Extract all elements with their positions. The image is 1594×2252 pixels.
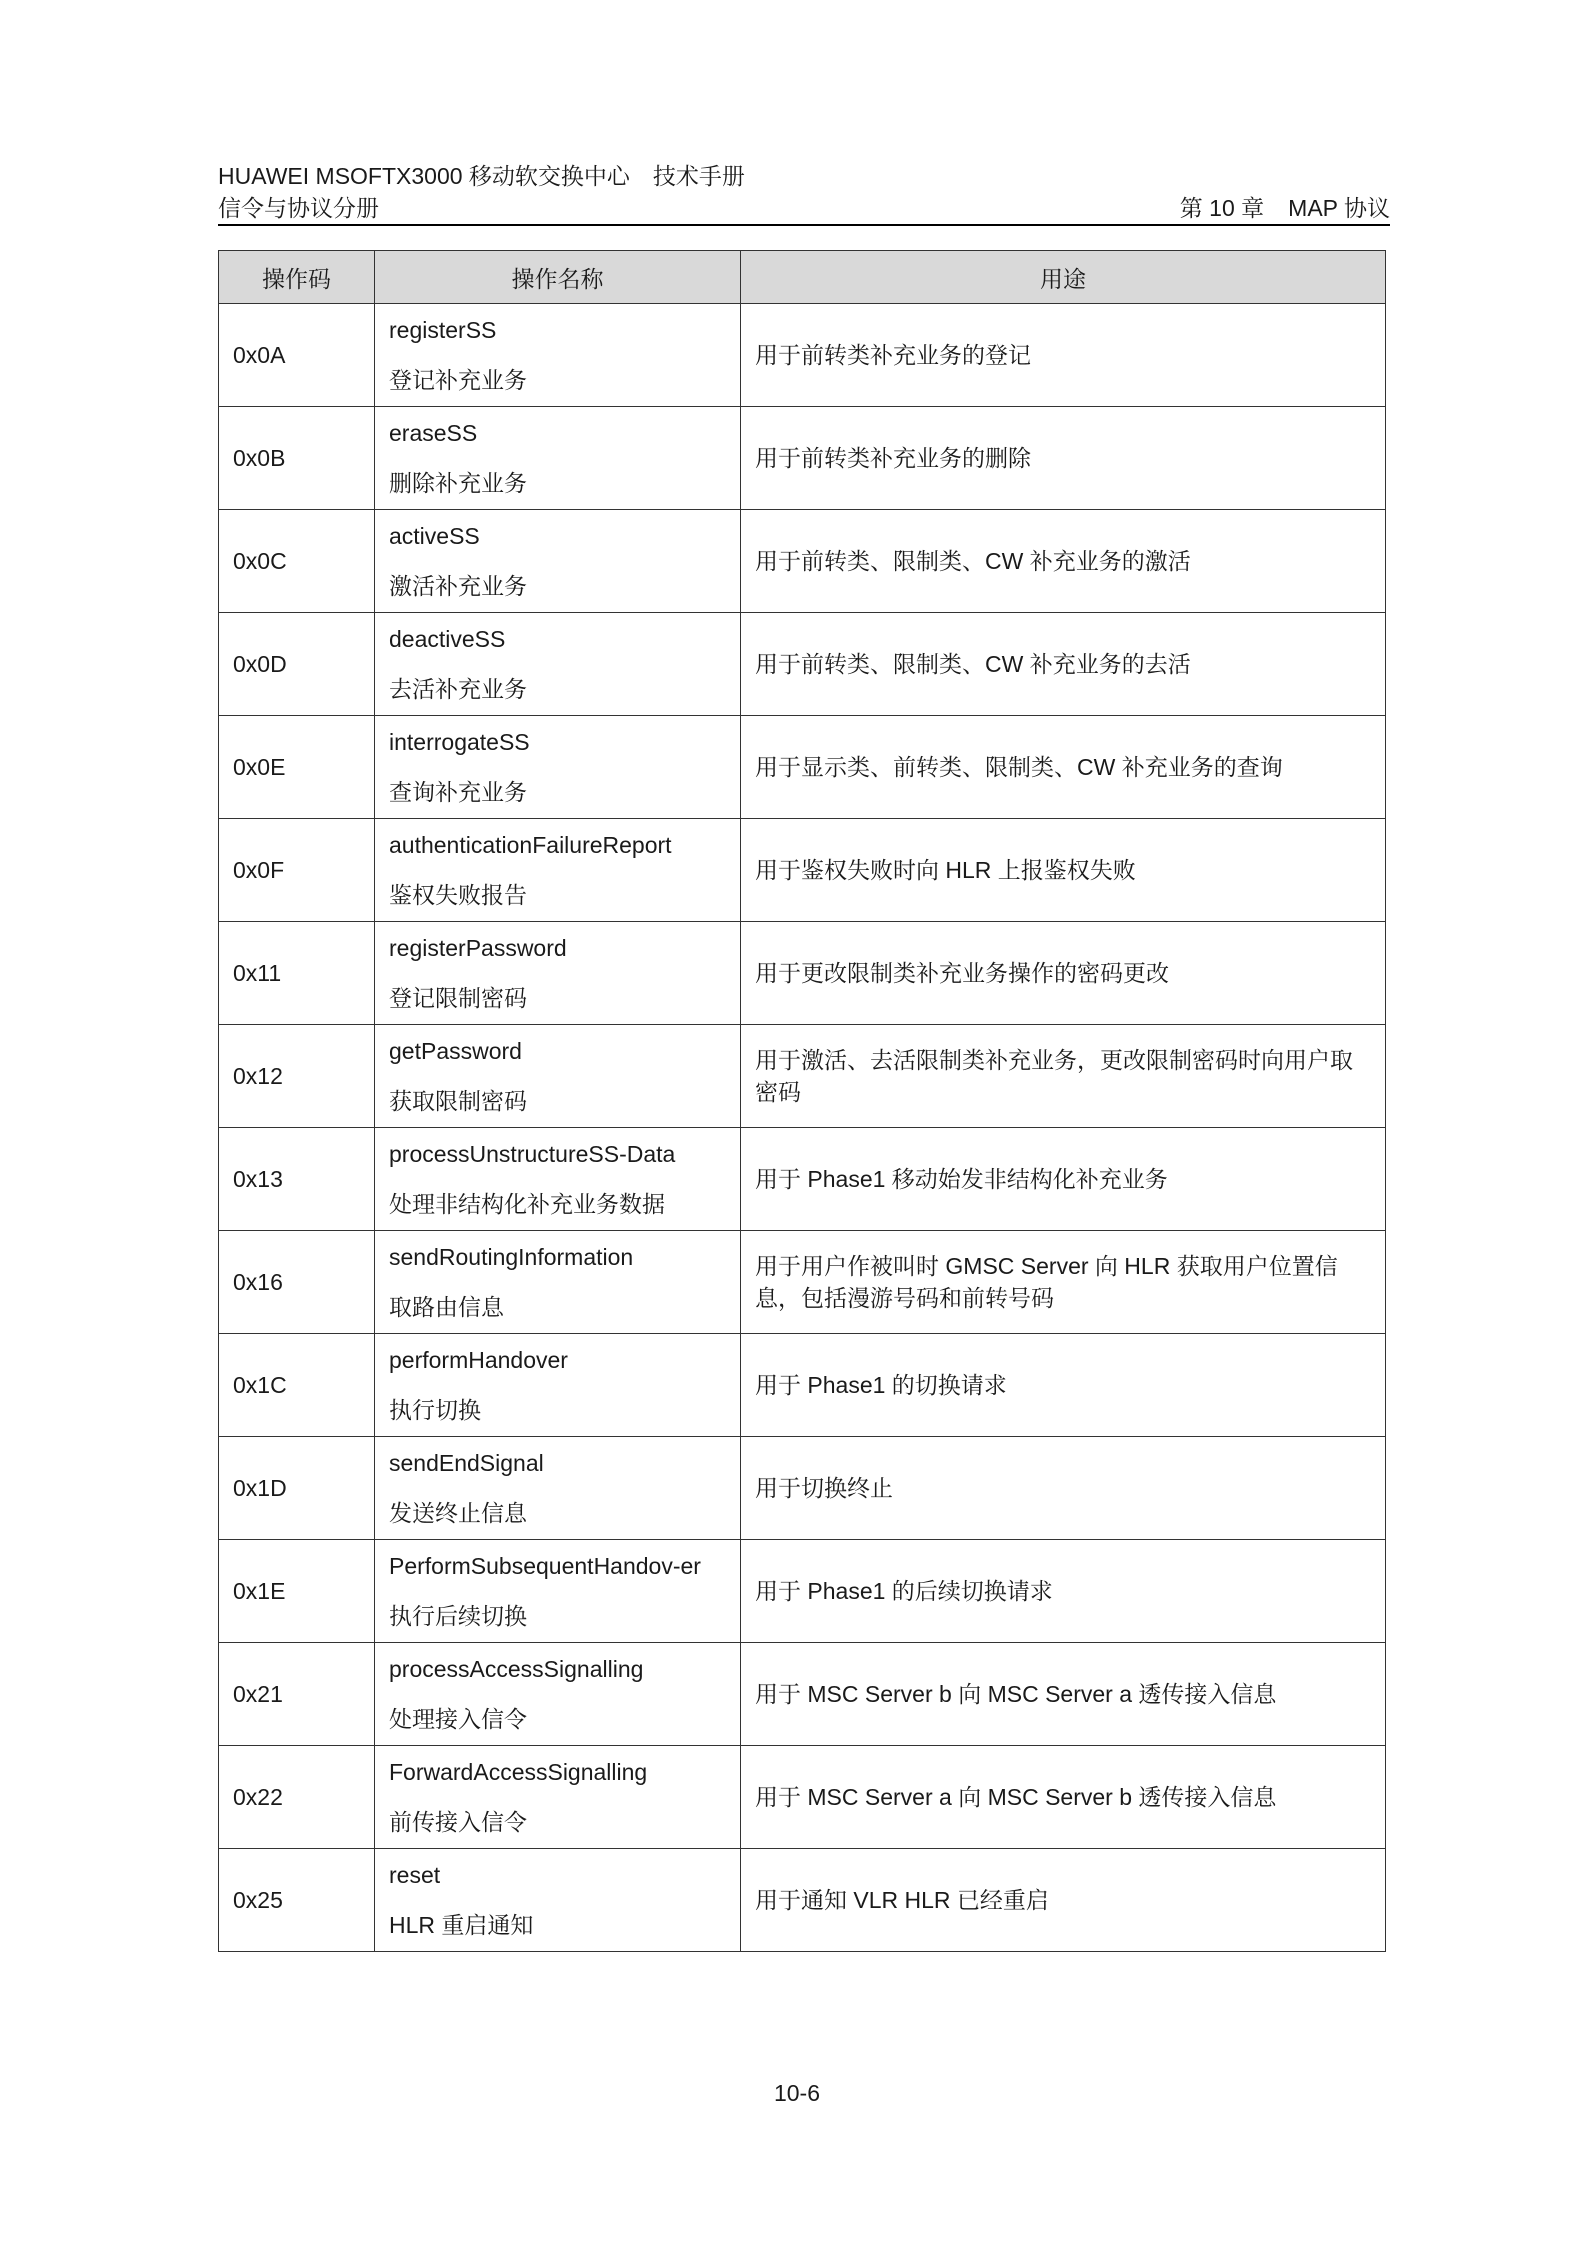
operation-usage: 用于 Phase1 的后续切换请求 bbox=[741, 1540, 1386, 1643]
operation-name-cn: 获取限制密码 bbox=[389, 1088, 527, 1114]
operation-code: 0x11 bbox=[219, 922, 375, 1025]
operation-name-en: interrogateSS bbox=[389, 729, 530, 755]
operation-usage: 用于前转类补充业务的登记 bbox=[741, 304, 1386, 407]
operation-code: 0x22 bbox=[219, 1746, 375, 1849]
operation-name-cell bbox=[375, 922, 741, 1025]
operation-name-cn: 激活补充业务 bbox=[389, 573, 527, 599]
operation-usage: 用于鉴权失败时向 HLR 上报鉴权失败 bbox=[741, 819, 1386, 922]
operation-usage: 用于前转类、限制类、CW 补充业务的去活 bbox=[741, 613, 1386, 716]
table-row bbox=[219, 1025, 1386, 1128]
table-row bbox=[219, 716, 1386, 819]
operation-name-en: processAccessSignalling bbox=[389, 1656, 644, 1682]
operation-name-cell bbox=[375, 1643, 741, 1746]
operations-table bbox=[218, 250, 1386, 1952]
column-header-use: 用途 bbox=[741, 251, 1386, 304]
operation-name-cn: 查询补充业务 bbox=[389, 779, 527, 805]
table-row bbox=[219, 613, 1386, 716]
operation-name-cell bbox=[375, 613, 741, 716]
operation-name-cell bbox=[375, 1025, 741, 1128]
operation-name-cn: 登记补充业务 bbox=[389, 367, 527, 393]
operation-name-cn: 执行切换 bbox=[389, 1397, 481, 1423]
table-row bbox=[219, 407, 1386, 510]
table-row bbox=[219, 819, 1386, 922]
operation-name-en: processUnstructureSS-Data bbox=[389, 1141, 676, 1167]
operation-code: 0x16 bbox=[219, 1231, 375, 1334]
operation-name-en: registerSS bbox=[389, 317, 497, 343]
operation-name-cn: HLR 重启通知 bbox=[389, 1912, 534, 1938]
column-header-code: 操作码 bbox=[219, 251, 375, 304]
manual-title: HUAWEI MSOFTX3000 移动软交换中心 技术手册 bbox=[218, 163, 745, 189]
operation-usage: 用于用户作被叫时 GMSC Server 向 HLR 获取用户位置信息，包括漫游号码和前转号码 bbox=[741, 1231, 1386, 1334]
operation-usage: 用于前转类、限制类、CW 补充业务的激活 bbox=[741, 510, 1386, 613]
manual-subtitle: 信令与协议分册 bbox=[218, 195, 379, 221]
table-body bbox=[219, 304, 1386, 1952]
operation-usage: 用于更改限制类补充业务操作的密码更改 bbox=[741, 922, 1386, 1025]
operation-code: 0x1D bbox=[219, 1437, 375, 1540]
operation-name-cell bbox=[375, 1334, 741, 1437]
operation-name-en: reset bbox=[389, 1862, 441, 1888]
table-row bbox=[219, 1643, 1386, 1746]
operation-usage: 用于激活、去活限制类补充业务，更改限制密码时向用户取密码 bbox=[741, 1025, 1386, 1128]
page-number: 10-6 bbox=[773, 2080, 821, 2106]
operation-usage: 用于 MSC Server a 向 MSC Server b 透传接入信息 bbox=[741, 1746, 1386, 1849]
operation-name-en: deactiveSS bbox=[389, 626, 506, 652]
operation-name-cn: 处理非结构化补充业务数据 bbox=[389, 1191, 665, 1217]
operation-name-cn: 登记限制密码 bbox=[389, 985, 527, 1011]
operation-name-en: sendEndSignal bbox=[389, 1450, 544, 1476]
table-row bbox=[219, 1540, 1386, 1643]
table-row bbox=[219, 510, 1386, 613]
operation-name-en: authenticationFailureReport bbox=[389, 832, 672, 858]
page-header bbox=[218, 158, 1390, 226]
operation-name-cell bbox=[375, 1849, 741, 1952]
operation-code: 0x25 bbox=[219, 1849, 375, 1952]
chapter-number: 第 10 章 bbox=[1179, 195, 1265, 221]
operation-name-cell bbox=[375, 1746, 741, 1849]
operation-code: 0x0D bbox=[219, 613, 375, 716]
table-row bbox=[219, 1128, 1386, 1231]
operation-name-cell bbox=[375, 304, 741, 407]
operation-name-cn: 处理接入信令 bbox=[389, 1706, 527, 1732]
table-row bbox=[219, 1746, 1386, 1849]
operation-code: 0x0F bbox=[219, 819, 375, 922]
table-row bbox=[219, 1231, 1386, 1334]
operation-name-en: registerPassword bbox=[389, 935, 567, 961]
operation-code: 0x21 bbox=[219, 1643, 375, 1746]
operation-usage: 用于切换终止 bbox=[741, 1437, 1386, 1540]
operation-name-cell bbox=[375, 716, 741, 819]
operation-name-cell bbox=[375, 819, 741, 922]
operation-name-cell bbox=[375, 1231, 741, 1334]
operation-code: 0x0A bbox=[219, 304, 375, 407]
operation-name-en: activeSS bbox=[389, 523, 480, 549]
table-header-row bbox=[219, 251, 1386, 304]
operation-name-cn: 去活补充业务 bbox=[389, 676, 527, 702]
operation-name-cell bbox=[375, 407, 741, 510]
operation-code: 0x0E bbox=[219, 716, 375, 819]
operation-code: 0x13 bbox=[219, 1128, 375, 1231]
operation-usage: 用于前转类补充业务的删除 bbox=[741, 407, 1386, 510]
operation-name-en: ForwardAccessSignalling bbox=[389, 1759, 648, 1785]
operation-name-cn: 执行后续切换 bbox=[389, 1603, 527, 1629]
operation-name-cn: 取路由信息 bbox=[389, 1294, 504, 1320]
chapter-title: MAP 协议 bbox=[1288, 195, 1390, 221]
operation-name-en: eraseSS bbox=[389, 420, 478, 446]
operation-usage: 用于通知 VLR HLR 已经重启 bbox=[741, 1849, 1386, 1952]
operation-code: 0x0B bbox=[219, 407, 375, 510]
operation-name-cn: 前传接入信令 bbox=[389, 1809, 527, 1835]
operation-code: 0x12 bbox=[219, 1025, 375, 1128]
operation-name-cell bbox=[375, 510, 741, 613]
operation-usage: 用于 Phase1 移动始发非结构化补充业务 bbox=[741, 1128, 1386, 1231]
chapter-heading bbox=[1180, 190, 1390, 223]
table-row bbox=[219, 304, 1386, 407]
operation-name-cn: 删除补充业务 bbox=[389, 470, 527, 496]
table-row bbox=[219, 1849, 1386, 1952]
operation-name-en: PerformSubsequentHandov-er bbox=[389, 1553, 701, 1579]
operation-code: 0x0C bbox=[219, 510, 375, 613]
operation-name-en: getPassword bbox=[389, 1038, 522, 1064]
table-row bbox=[219, 1437, 1386, 1540]
operation-name-cn: 发送终止信息 bbox=[389, 1500, 527, 1526]
operation-code: 0x1C bbox=[219, 1334, 375, 1437]
operation-code: 0x1E bbox=[219, 1540, 375, 1643]
operation-name-cell bbox=[375, 1540, 741, 1643]
table-row bbox=[219, 922, 1386, 1025]
operation-usage: 用于 Phase1 的切换请求 bbox=[741, 1334, 1386, 1437]
operation-usage: 用于显示类、前转类、限制类、CW 补充业务的查询 bbox=[741, 716, 1386, 819]
operation-name-en: sendRoutingInformation bbox=[389, 1244, 634, 1270]
operation-name-en: performHandover bbox=[389, 1347, 568, 1373]
operation-name-cell bbox=[375, 1437, 741, 1540]
column-header-name: 操作名称 bbox=[375, 251, 741, 304]
operation-name-cell bbox=[375, 1128, 741, 1231]
operation-usage: 用于 MSC Server b 向 MSC Server a 透传接入信息 bbox=[741, 1643, 1386, 1746]
table-row bbox=[219, 1334, 1386, 1437]
operation-name-cn: 鉴权失败报告 bbox=[389, 882, 527, 908]
